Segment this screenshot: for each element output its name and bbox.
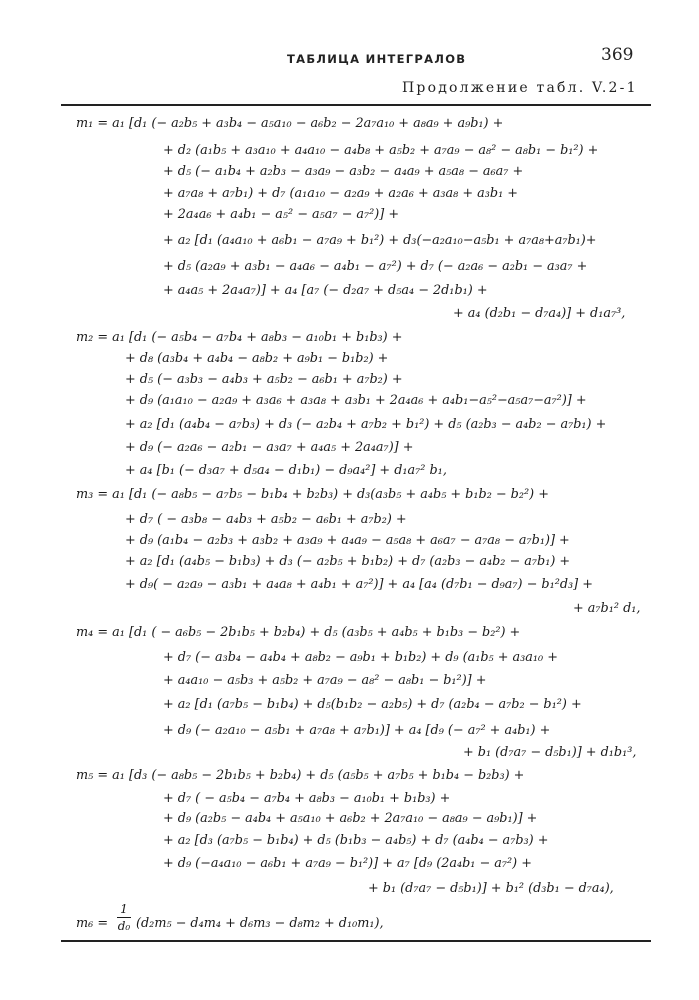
formula-line: + d₉ (− a₂a₁₀ − a₅b₁ + a₇a₈ + a₇b₁)] + a₄ [d₉ (− a₇² + a₄b₁) + (163, 723, 551, 738)
m6-lhs: m₆ = (76, 916, 109, 931)
formula-line: + d₉ (−a₄a₁₀ − a₆b₁ + a₇a₉ − b₁²)] + a₇ [d₉ (2a₄b₁ − a₇²) + (163, 856, 532, 871)
formula-line: m₃ = a₁ [d₁ (− a₈b₅ − a₇b₅ − b₁b₄ + b₂b₃) + d₃(a₃b₅ + a₄b₅ + b₁b₂ − b₂²) + (76, 487, 549, 502)
formula-line: + a₄a₅ + 2a₄a₇)] + a₄ [a₇ (− d₂a₇ + d₅a₄ − 2d₁b₁) + (163, 283, 488, 298)
formula-line: + a₂ [d₁ (a₄a₁₀ + a₆b₁ − a₇a₉ + b₁²) + d₃(−a₂a₁₀−a₅b₁ + a₇a₈+a₇b₁)+ (163, 233, 597, 248)
formula-line: + d₇ (− a₃b₄ − a₄b₄ + a₈b₂ − a₉b₁ + b₁b₂) + d₉ (a₁b₅ + a₃a₁₀ + (163, 650, 558, 665)
formula-line: m₂ = a₁ [d₁ (− a₅b₄ − a₇b₄ + a₈b₃ − a₁₀b₁ + b₁b₃) + (76, 330, 403, 345)
formula-line: + d₇ ( − a₃b₈ − a₄b₃ + a₅b₂ − a₆b₁ + a₇b₂) + (125, 512, 407, 527)
formula-line: + d₉( − a₂a₉ − a₃b₁ + a₄a₈ + a₄b₁ + a₇²)] + a₄ [a₄ (d₇b₁ − d₉a₇) − b₁²d₃] + (125, 577, 593, 592)
fraction-bar (117, 917, 131, 918)
formula-line: + d₉ (− a₂a₆ − a₂b₁ − a₃a₇ + a₄a₅ + 2a₄a₇)] + (125, 440, 414, 455)
formula-line: + d₇ ( − a₅b₄ − a₇b₄ + a₈b₃ − a₁₀b₁ + b₁b₃) + (163, 791, 451, 806)
formula-line: + a₄ [b₁ (− d₃a₇ + d₅a₄ − d₁b₁) − d₉a₄²] + d₁a₇² b₁, (125, 463, 447, 478)
running-header-title: ТАБЛИЦА ИНТЕГРАЛОВ (287, 52, 467, 66)
fraction-numerator: 1 (120, 902, 128, 916)
m6-fraction (117, 902, 131, 933)
m6-rhs: (d₂m₅ − d₄m₄ + d₆m₃ − d₈m₂ + d₁₀m₁), (136, 916, 384, 931)
formula-line: + a₂ [d₃ (a₇b₅ − b₁b₄) + d₅ (b₁b₃ − a₄b₅) + d₇ (a₄b₄ − a₇b₃) + (163, 833, 549, 848)
formula-line: + b₁ (d₇a₇ − d₅b₁)] + d₁b₁³, (463, 745, 637, 760)
formula-line: + a₇a₈ + a₇b₁) + d₇ (a₁a₁₀ − a₂a₉ + a₂a₆ + a₃a₈ + a₃b₁ + (163, 186, 518, 201)
page-number: 369 (601, 45, 634, 65)
formula-line: + d₉ (a₂b₅ − a₄b₄ + a₅a₁₀ + a₆b₂ + 2a₇a₁₀ − a₈a₉ − a₉b₁)] + (163, 811, 538, 826)
formula-line: + d₉ (a₁a₁₀ − a₂a₉ + a₃a₆ + a₃a₈ + a₃b₁ + 2a₄a₆ + a₄b₁−a₅²−a₅a₇−a₇²)] + (125, 393, 587, 408)
formula-line: + a₂ [d₁ (a₇b₅ − b₁b₄) + d₅(b₁b₂ − a₂b₅) + d₇ (a₂b₄ − a₇b₂ − b₁²) + (163, 697, 582, 712)
formula-line: + a₄ (d₂b₁ − d₇a₄)] + d₁a₇³, (453, 306, 626, 321)
formula-line: + d₅ (− a₁b₄ + a₂b₃ − a₃a₉ − a₃b₂ − a₄a₉ + a₅a₈ − a₆a₇ + (163, 164, 524, 179)
formula-line: + a₂ [d₁ (a₄b₄ − a₇b₃) + d₃ (− a₂b₄ + a₇b₂ + b₁²) + d₅ (a₂b₃ − a₄b₂ − a₇b₁) + (125, 417, 607, 432)
bottom-rule (61, 940, 651, 942)
formula-line: + d₂ (a₁b₅ + a₃a₁₀ + a₄a₁₀ − a₄b₈ + a₅b₂ + a₇a₉ − a₈² − a₈b₁ − b₁²) + (163, 143, 599, 158)
formula-line: m₁ = a₁ [d₁ (− a₂b₅ + a₃b₄ − a₅a₁₀ − a₆b₂ − 2a₇a₁₀ + a₈a₉ + a₉b₁) + (76, 116, 504, 131)
table-continuation-label: Продолжение табл. V.2-1 (402, 80, 638, 96)
formula-line: + d₅ (a₂a₉ + a₃b₁ − a₄a₆ − a₄b₁ − a₇²) + d₇ (− a₂a₆ − a₂b₁ − a₃a₇ + (163, 259, 588, 274)
fraction-denominator: d₀ (117, 919, 131, 933)
formula-line: + d₉ (a₁b₄ − a₂b₃ + a₃b₂ + a₃a₉ + a₄a₉ − a₅a₈ + a₆a₇ − a₇a₈ − a₇b₁)] + (125, 533, 570, 548)
formula-line: m₄ = a₁ [d₁ ( − a₆b₅ − 2b₁b₅ + b₂b₄) + d₅ (a₃b₅ + a₄b₅ + b₁b₃ − b₂²) + (76, 625, 521, 640)
top-rule (61, 104, 651, 106)
formula-line: + b₁ (d₇a₇ − d₅b₁)] + b₁² (d₃b₁ − d₇a₄), (368, 881, 614, 896)
formula-line: + a₂ [d₁ (a₄b₅ − b₁b₃) + d₃ (− a₂b₅ + b₁b₂) + d₇ (a₂b₃ − a₄b₂ − a₇b₁) + (125, 554, 571, 569)
formula-line: + d₈ (a₃b₄ + a₄b₄ − a₈b₂ + a₉b₁ − b₁b₂) + (125, 351, 389, 366)
formula-line: + 2a₄a₆ + a₄b₁ − a₅² − a₅a₇ − a₇²)] + (163, 207, 400, 222)
formula-line: + d₅ (− a₃b₃ − a₄b₃ + a₅b₂ − a₆b₁ + a₇b₂) + (125, 372, 403, 387)
formula-line: + a₇b₁² d₁, (573, 601, 641, 616)
formula-line: m₅ = a₁ [d₃ (− a₈b₅ − 2b₁b₅ + b₂b₄) + d₅ (a₅b₅ + a₇b₅ + b₁b₄ − b₂b₃) + (76, 768, 525, 783)
formula-line: + a₄a₁₀ − a₅b₃ + a₅b₂ + a₇a₉ − a₈² − a₈b₁ − b₁²)] + (163, 673, 487, 688)
